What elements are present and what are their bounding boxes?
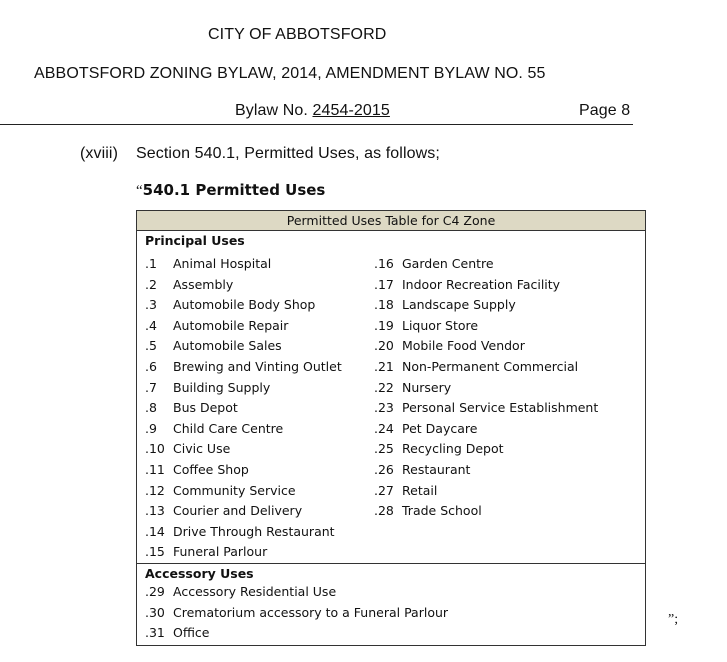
item-number: .19 [374,317,394,333]
item-number: .20 [374,338,394,354]
item-number: .28 [374,503,394,519]
item-number: .23 [374,400,394,416]
item-label: Assembly [173,276,234,292]
item-label: Automobile Repair [173,317,289,333]
item-label: Child Care Centre [173,420,284,436]
section-heading-text: 540.1 Permitted Uses [142,181,326,199]
item-label: Trade School [402,503,482,519]
item-label: Bus Depot [173,400,238,416]
closing-quote: ”; [668,612,679,627]
open-quote: “ [136,183,143,199]
item-label: Office [173,625,210,641]
item-number: .22 [374,379,394,395]
item-number: .8 [145,400,157,416]
item-label: Landscape Supply [402,297,516,313]
item-label: Accessory Residential Use [173,584,337,599]
item-label: Nursery [402,379,452,395]
item-number: .12 [145,482,165,498]
item-number: .17 [374,276,394,292]
item-number: .10 [145,441,165,457]
item-number: .26 [374,462,394,477]
item-number: .18 [374,297,394,313]
item-number: .21 [374,359,394,374]
section-item-number: (xviii) [80,145,119,162]
item-number: .27 [374,482,394,498]
item-label: Coffee Shop [173,462,249,477]
item-label: Garden Centre [402,256,494,271]
permitted-uses-table [136,210,646,646]
accessory-uses-label: Accessory Uses [145,566,254,581]
item-number: .25 [374,441,394,457]
item-label: Automobile Body Shop [173,297,316,313]
bylaw-number-line [235,102,390,120]
section-text: Section 540.1, Permitted Uses, as follows; [136,145,440,162]
item-number: .4 [145,317,157,333]
table-title: Permitted Uses Table for C4 Zone [137,211,645,231]
item-number: .24 [374,420,394,436]
item-number: .13 [145,503,165,519]
item-number: .30 [145,604,165,620]
principal-uses-label: Principal Uses [145,233,245,248]
item-label: Courier and Delivery [173,503,303,519]
item-number: .7 [145,379,157,395]
item-label: Personal Service Establishment [402,400,599,416]
item-number: .6 [145,359,157,374]
item-number: .16 [374,256,394,271]
table-divider [137,563,645,564]
item-label: Liquor Store [402,317,479,333]
city-name: CITY OF ABBOTSFORD [208,26,387,43]
item-label: Pet Daycare [402,420,478,436]
item-number: .29 [145,584,165,599]
item-label: Automobile Sales [173,338,282,354]
header-rule [0,124,633,125]
page-number: Page 8 [579,102,631,119]
item-label: Building Supply [173,379,271,395]
item-number: .31 [145,625,165,641]
item-label: Civic Use [173,441,231,457]
item-number: .9 [145,420,157,436]
item-label: Crematorium accessory to a Funeral Parlour [173,604,449,620]
section-heading [136,181,325,200]
item-number: .15 [145,544,165,560]
item-label: Brewing and Vinting Outlet [173,359,342,374]
bylaw-title: ABBOTSFORD ZONING BYLAW, 2014, AMENDMENT BYLAW NO. 55 [34,65,546,82]
item-label: Non-Permanent Commercial [402,359,579,374]
item-number: .11 [145,462,165,477]
item-label: Retail [402,482,438,498]
item-number: .2 [145,276,157,292]
item-number: .3 [145,297,157,313]
item-label: Animal Hospital [173,256,272,271]
bylaw-number-label: Bylaw No. [235,102,308,119]
item-label: Drive Through Restaurant [173,523,335,539]
item-label: Recycling Depot [402,441,504,457]
item-label: Community Service [173,482,296,498]
item-number: .1 [145,256,157,271]
item-label: Funeral Parlour [173,544,268,560]
item-number: .14 [145,523,165,539]
item-label: Restaurant [402,462,471,477]
bylaw-number: 2454-2015 [312,102,390,119]
item-label: Mobile Food Vendor [402,338,525,354]
item-label: Indoor Recreation Facility [402,276,561,292]
item-number: .5 [145,338,157,354]
